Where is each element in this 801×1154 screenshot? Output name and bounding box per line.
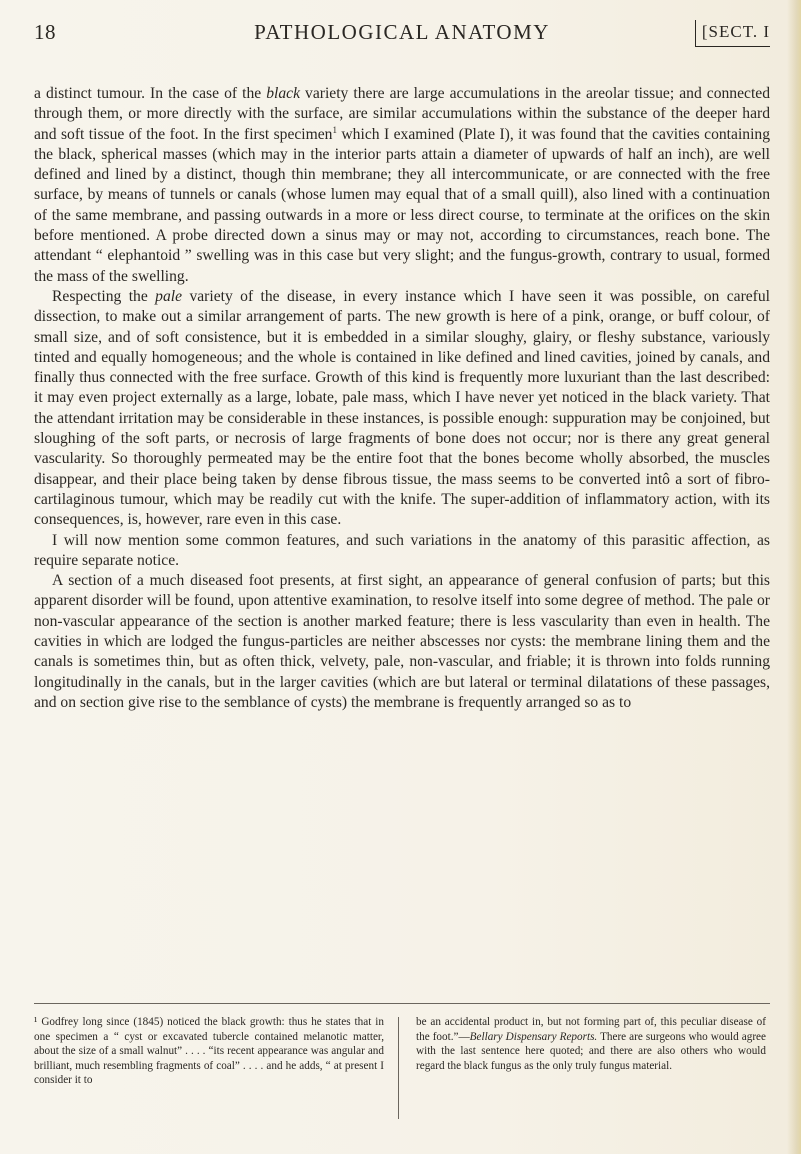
paragraph-text: a distinct tumour. In the case of the [34,85,267,102]
paragraph-text: variety there are large accumulations in the areolar tissue; and connected through them, or more directly with the surface, are similar accumulations within the substance of the deeper hard and soft tissue of the foot. In the first specimen [34,85,770,143]
paragraph-black-variety [34,84,770,287]
footnote-text: There are surgeons who would agree with the last sentence here quoted; and there are also others who would regard the black fungus as the only truly fungus material. [416,1030,766,1072]
page-header [34,20,770,50]
emphasis-black: black [266,85,300,102]
section-marker [689,20,770,47]
footnote-left-column: ¹ Godfrey long since (1845) noticed the black growth: thus he states that in one specimen a “ cyst or excavated tubercle contained melanotic matter, about the size of a small walnut” . . . . “its recent appearance was angular and brilliant, much resembling fragments of coal” . . . . and he adds, “ at present I consider it to [34,1016,384,1087]
page-number: 18 [34,20,56,44]
footnote-reference: 1 [332,124,337,135]
footnote-separator [34,1003,770,1004]
paragraph-text: which I examined (Plate I), it was found that the cavities containing the black, spherical masses (which may in the interior parts attain a diameter of upwards of half an inch), are well defined and lined by a distinct, though thin membrane; they all intercommunicate, or are connected with the free surface, by means of tunnels or canals (whose lumen may equal that of a small quill), also lined with a continuation of the same membrane, and passing outwards in a more or less direct course, to terminate at the orifices on the skin before mentioned. A probe directed down a sinus may or may not, according to circumstances, reach bone. The attendant “ elephantoid ” swelling was in this case but very slight; and the fungus-growth, contrary to usual, formed the mass of the swelling. [34,125,770,285]
footnote-citation: Bellary Dispensary Reports. [469,1030,598,1043]
paragraph-common-features: I will now mention some common features, and such variations in the anatomy of this parasitic affection, as require separate notice. [34,531,770,569]
emphasis-pale: pale [155,287,183,305]
page-edge-shading [787,0,801,1154]
paragraph-section-description: A section of a much diseased foot presents, at first sight, an appearance of general confusion of parts; but this apparent disorder will be found, upon attentive examination, to resolve itself into some degree of method. The pale or non-vascular appearance of the section is another marked feature; there is less vascularity than even in health. The cavities in which are lodged the fungus-particles are neither abscesses nor cysts: the membrane lining them and the canals is sometimes thin, but as often thick, velvety, pale, non-vascular, and friable; it is thrown into folds running longitudinally in the canals, but in the larger cavities (which are but lateral or terminal dilatations of these passages, and on section give rise to the semblance of cysts) the membrane is frequently arranged so as to [34,572,770,711]
section-marker-text: [SECT. I [695,20,770,47]
footnote-column-divider [398,1017,399,1119]
paragraph-text: variety of the disease, in every instance which I have seen it was possible, on careful dissection, to make out a similar arrangement of parts. The new growth is here of a pink, orange, or buff colour, of small size, and of soft consistence, but it is embedded in a similar sloughy, glairy, or fleshy substance, variously tinted and equally homogeneous; and the whole is contained in like defined and lined cavities, joined by canals, and finally thus connected with the free surface. Growth of this kind is frequently more luxuriant than the last described: it may even project externally as a large, lobate, pale mass, which I have never yet noticed in the black variety. That the attendant irritation may be considerable in these instances, is possible enough: suppuration may be conjoined, but sloughing of the soft parts, or necrosis of large fragments of bone does not occur; nor is there any great general vascularity. So thoroughly permeated may be the entire foot that the bones become wholly absorbed, the muscles disappear, and their place being taken by dense fibrous tissue, the mass seems to be converted intô a sort of fibro-cartilaginous tumour, which may be readily cut with the knife. The super-addition of inflammatory action, with its consequences, is, however, rare even in this case. [34,287,771,529]
running-title: PATHOLOGICAL ANATOMY [254,20,550,44]
paragraph-pale-variety [34,287,770,531]
footnote-text: be an accidental product in, but not forming part of, this peculiar disease of the foot.”— [416,1016,766,1043]
footnotes [34,1015,770,1125]
footnote-right-column [416,1015,766,1073]
paragraph-text: Respecting the [52,287,156,305]
body-text [34,84,770,713]
